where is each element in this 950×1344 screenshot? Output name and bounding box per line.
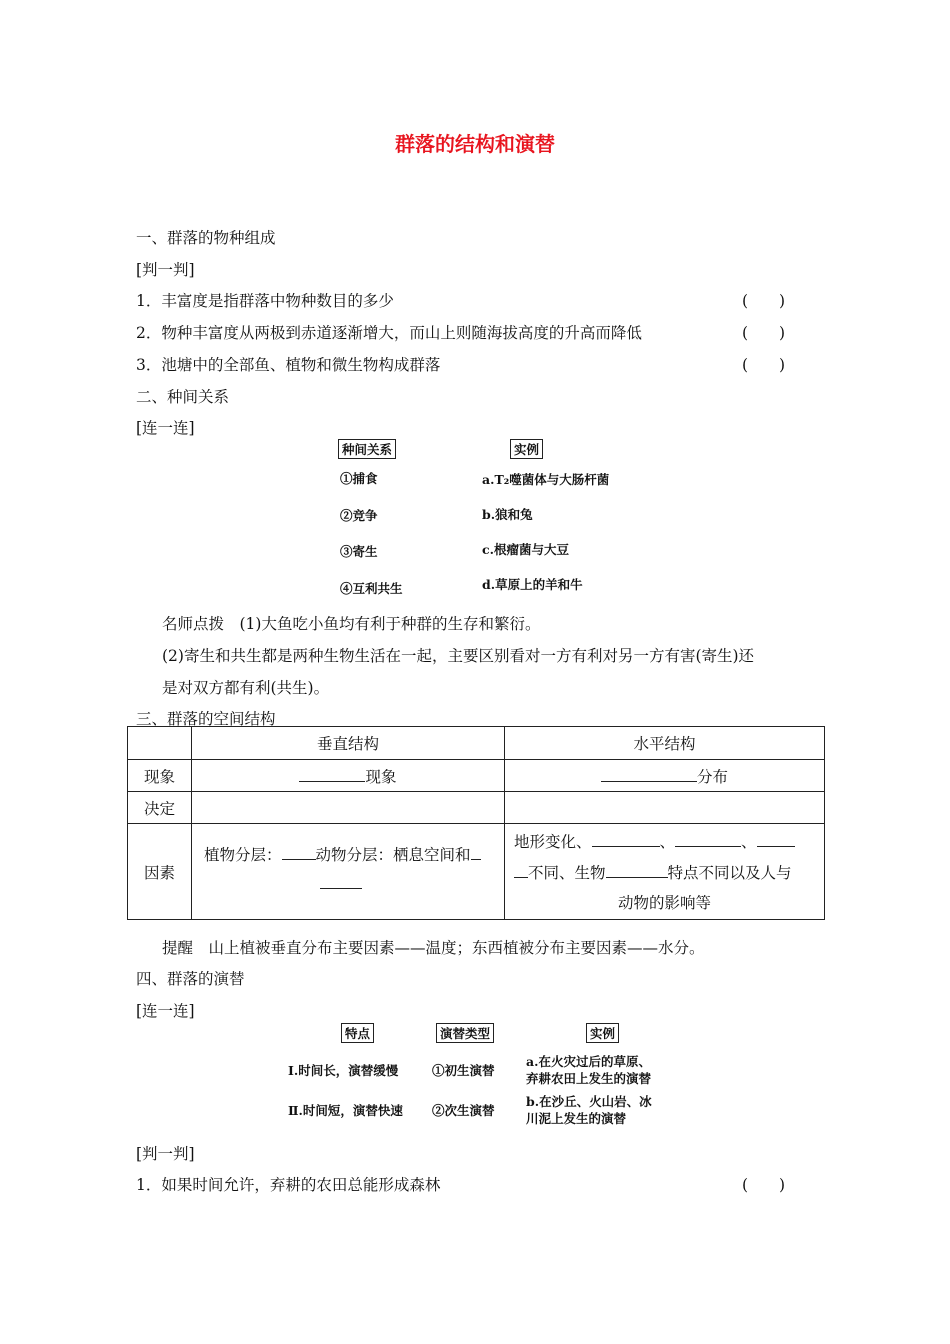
horizontal-decision-cell [505, 792, 825, 824]
reminder: 提醒 山上植被垂直分布主要因素——温度；东西植被分布主要因素——水分。 [162, 939, 705, 957]
horizontal-phenomenon-text: 分布 [696, 767, 728, 786]
match-header-example2: 实例 [586, 1023, 619, 1043]
teacher-tip-1: 名师点拨 (1)大鱼吃小鱼均有利于种群的生存和繁衍。 [162, 615, 541, 633]
teacher-tip-2a: (2)寄生和共生都是两种生物生活在一起，主要区别看对一方有利对另一方有害(寄生)还 [162, 647, 755, 665]
plant-layer-label: 植物分层： [204, 846, 282, 864]
horizontal-factor-cell: 地形变化、 、 、 不同、生物 特点不同以及人与 动物的影响等 [505, 824, 825, 920]
answer-paren-1: ( ) [742, 292, 786, 310]
row-label-decision: 决定 [128, 792, 192, 824]
row-label-factor: 因素 [128, 824, 192, 920]
teacher-tip-2b: 是对双方都有利(共生)。 [162, 679, 330, 697]
feature-item-1: Ⅰ.时间长，演替缓慢 [288, 1063, 399, 1078]
feature-item-2: Ⅱ.时间短，演替快速 [288, 1103, 403, 1118]
blank-line [592, 832, 660, 847]
example-item-b: b.狼和兔 [482, 507, 533, 522]
header-vertical: 垂直结构 [192, 727, 505, 760]
example-item-a: a.T₂噬菌体与大肠杆菌 [482, 472, 610, 487]
judge-item-1: 1．丰富度是指群落中物种数目的多少 [136, 292, 394, 310]
answer-paren-2: ( ) [742, 324, 786, 342]
relation-item-4: ④互利共生 [340, 581, 403, 596]
judge-item-3: 3．池塘中的全部鱼、植物和微生物构成群落 [136, 356, 441, 374]
condition-label: 不同、生物 [528, 863, 606, 882]
vertical-decision-cell [192, 792, 505, 824]
spatial-structure-table [127, 726, 825, 920]
type-item-2: ②次生演替 [432, 1103, 495, 1118]
relation-item-2: ②竞争 [340, 508, 378, 523]
judge-item-s4-1: 1．如果时间允许，弃耕的农田总能形成森林 [136, 1176, 441, 1194]
relation-item-1: ①捕食 [340, 471, 378, 486]
trait-label: 特点不同以及人与 [667, 863, 792, 882]
header-horizontal: 水平结构 [505, 727, 825, 760]
match-header-relation: 种间关系 [338, 439, 396, 459]
type-item-1: ①初生演替 [432, 1063, 495, 1078]
blank-line [299, 767, 365, 782]
match-header-feature: 特点 [341, 1023, 374, 1043]
vertical-phenomenon-cell [192, 760, 505, 792]
match-header-type: 演替类型 [436, 1023, 494, 1043]
page-title: 群落的结构和演替 [395, 132, 555, 156]
section-2-heading: 二、种间关系 [136, 388, 230, 406]
blank-line [471, 845, 481, 860]
section-4-tag: [连一连] [136, 1002, 195, 1020]
answer-paren-s4-1: ( ) [742, 1176, 786, 1194]
blank-line [757, 832, 795, 847]
section-4-tag2: [判一判] [136, 1145, 195, 1163]
succession-example-a-line1: a.在火灾过后的草原、 [526, 1054, 651, 1069]
blank-line [606, 863, 668, 878]
blank-line [601, 767, 697, 782]
succession-example-a-line2: 弃耕农田上发生的演替 [526, 1071, 652, 1086]
section-3-heading: 三、群落的空间结构 [136, 710, 276, 728]
terrain-label: 地形变化、 [514, 832, 592, 851]
section-4-heading: 四、群落的演替 [136, 970, 245, 988]
horizontal-phenomenon-cell [505, 760, 825, 792]
blank-line [514, 863, 528, 878]
example-item-c: c.根瘤菌与大豆 [482, 542, 569, 557]
table-corner [128, 727, 192, 760]
influence-label: 动物的影响等 [617, 893, 711, 912]
succession-example-b-line1: b.在沙丘、火山岩、冰 [526, 1094, 652, 1109]
blank-line [675, 832, 741, 847]
succession-example-b-line2: 川泥上发生的演替 [526, 1111, 627, 1126]
example-item-d: d.草原上的羊和牛 [482, 577, 583, 592]
blank-line [282, 845, 316, 860]
row-label-phenomenon: 现象 [128, 760, 192, 792]
section-1-tag: [判一判] [136, 261, 195, 279]
section-2-tag: [连一连] [136, 419, 195, 437]
blank-line [320, 874, 362, 889]
match-header-example: 实例 [510, 439, 543, 459]
section-1-heading: 一、群落的物种组成 [136, 229, 276, 247]
vertical-phenomenon-text: 现象 [365, 767, 397, 786]
animal-layer-label: 动物分层：栖息空间和 [315, 846, 471, 864]
relation-item-3: ③寄生 [340, 544, 378, 559]
judge-item-2: 2．物种丰富度从两极到赤道逐渐增大，而山上则随海拔高度的升高而降低 [136, 324, 642, 342]
answer-paren-3: ( ) [742, 356, 786, 374]
vertical-factor-cell [192, 824, 505, 920]
